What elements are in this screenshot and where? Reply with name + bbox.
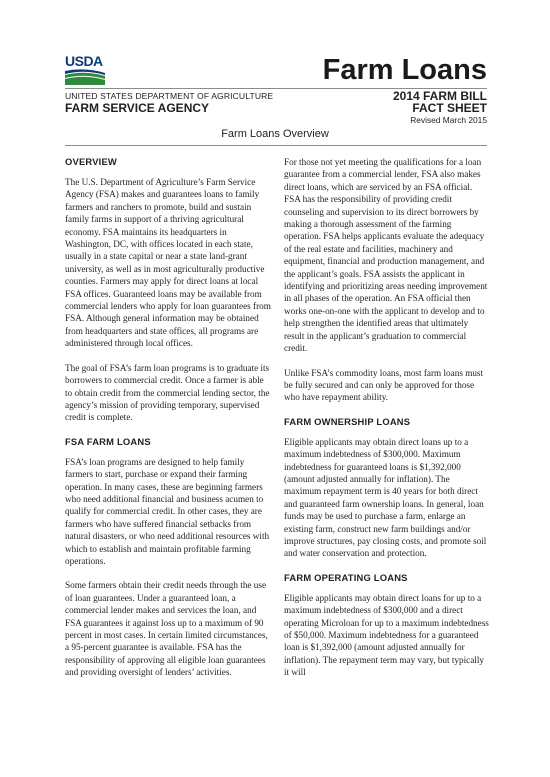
subtitle-divider <box>65 145 487 146</box>
left-column <box>65 156 272 691</box>
usda-logo <box>65 54 105 86</box>
usda-logo-hills-icon <box>65 69 105 85</box>
revised-date: Revised March 2015 <box>410 115 487 125</box>
fsa-paragraph-1: FSA’s loan programs are designed to help family farmers to start, purchase or expand their farming operation. In many cases, these are beginning farmers who need additional financial and business acumen to qualify for commercial credit. In other cases, they are farmers who have suffered financial setbacks from natural disasters, or who need additional resources with which to establish and maintain profitable farming operations. <box>65 456 270 566</box>
fsa-farm-loans-heading: FSA FARM LOANS <box>65 435 151 447</box>
fact-sheet-label: FACT SHEET <box>412 101 487 115</box>
overview-paragraph-1: The U.S. Department of Agriculture’s Farm Service Agency (FSA) makes and guarantees loans to family farmers and ranchers to promote, build and sustain family farms in support of a thriving agricultural economy. FSA maintains its headquarters in Washington, DC, with offices located in each state, usually in a state capital or near a state land-grant university, as well as in most agriculturally productive counties. Farmers may apply for direct loans at local FSA offices. Guaranteed loans may be available from commercial lenders who apply for loan guarantees from FSA. Although general information may be obtained from headquarters and state offices, all programs are administered through local offices. <box>65 177 271 349</box>
farm-bill-label: 2014 FARM BILL <box>392 89 487 103</box>
overview-heading: OVERVIEW <box>65 156 117 167</box>
document-title: Farm Loans <box>322 54 487 86</box>
right-column <box>284 156 489 691</box>
direct-loans-paragraph: For those not yet meeting the qualifications for a loan guarantee from a commercial lender, FSA also makes direct loans, which are serviced by an FSA official. FSA has the responsibility of providing credit counseling and supervision to its direct borrowers by making a thorough assessment of the farming operation. FSA helps applicants evaluate the adequacy of the real estate and facilities, machinery and equipment, financial and production management, and the applicant’s goals. FSA assists the applicant in identifying and prioritizing areas needing improvement in all phases of the operation. An FSA official then works one-on-one with the applicant to develop and to help strengthen the identified areas that ultimately result in the applicant’s graduation to commercial credit. <box>284 157 488 354</box>
usda-logo-text: USDA <box>65 53 103 69</box>
overview-paragraph-2: The goal of FSA’s farm loan programs is to graduate its borrowers to commercial credit. Once a farmer is able to obtain credit from the commercial lending sector, the agency’s mission of providing temporary, supervised credit is complete. <box>65 362 270 423</box>
agency-name: FARM SERVICE AGENCY <box>65 101 210 115</box>
farm-ownership-loans-heading: FARM OWNERSHIP LOANS <box>284 415 411 427</box>
fsa-paragraph-2: Some farmers obtain their credit needs through the use of loan guarantees. Under a guaranteed loan, a commercial lender makes and services the loan, and FSA guarantees it against loss up to a maximum of 90 percent in most cases. In certain limited circumstances, a 95-percent guarantee is available. FSA has the responsibility of approving all eligible loan guarantees and providing oversight of lenders’ activities. <box>65 580 268 678</box>
farm-operating-paragraph: Eligible applicants may obtain direct loans for up to a maximum indebtedness of $300,000 and a direct operating Microloan for up to a maximum indebtedness of $50,000. Maximum indebtedness for a guaranteed loan is $1,392,000 (amount adjusted annually for inflation). The repayment term may vary, but typically it will <box>284 592 489 678</box>
farm-operating-loans-heading: FARM OPERATING LOANS <box>284 571 408 583</box>
page-subtitle: Farm Loans Overview <box>221 128 329 140</box>
secured-loans-paragraph: Unlike FSA’s commodity loans, most farm loans must be fully secured and can only be approved for those who have repayment ability. <box>284 367 484 403</box>
department-name: UNITED STATES DEPARTMENT OF AGRICULTURE <box>65 91 274 101</box>
farm-ownership-paragraph: Eligible applicants may obtain direct loans up to a maximum indebtedness of $300,000. Maximum indebtedness for guaranteed loans is $1,392,000 (amount adjusted annually for inflation). The maximum repayment term is 40 years for both direct and guaranteed farm ownership loans. In general, loan funds may be used to purchase a farm, enlarge an existing farm, construct new farm buildings and/or improve structures, pay closing costs, and promote soil and water conservation and protection. <box>284 436 487 559</box>
